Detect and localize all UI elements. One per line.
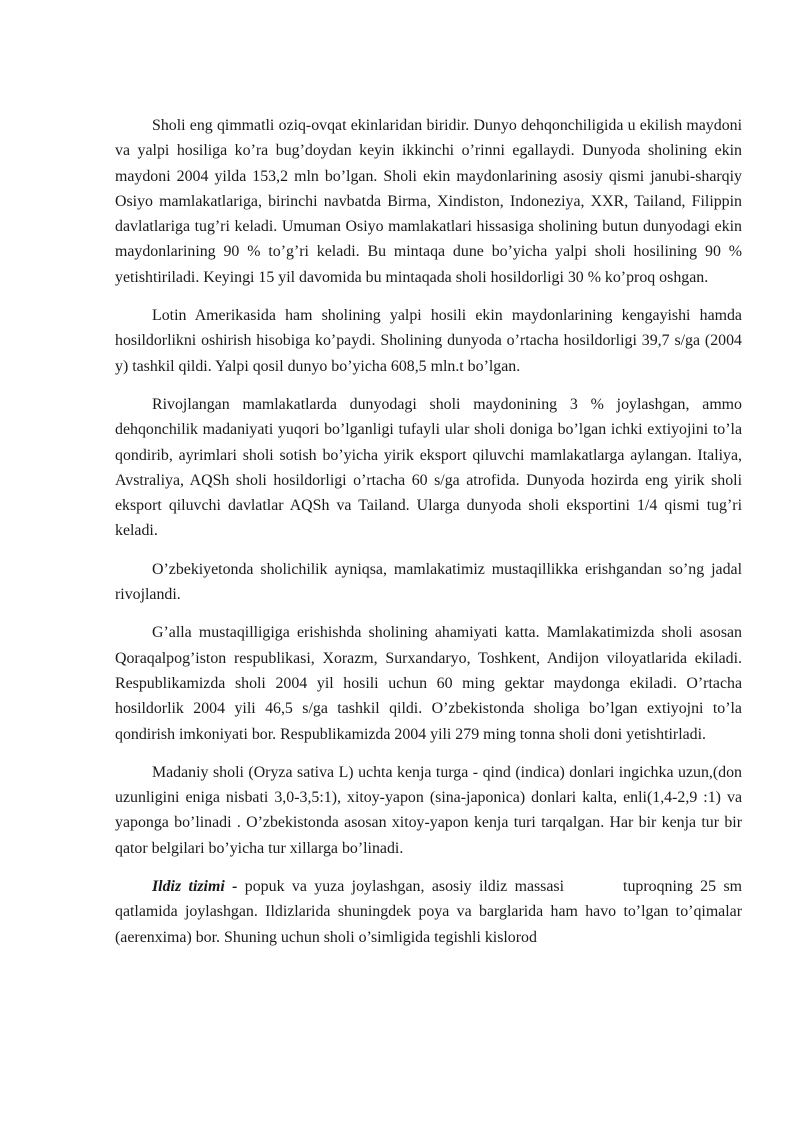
paragraph-rice-subspecies: Madaniy sholi (Oryza sativa L) uchta kenja turga - qind (indica) donlari ingichka uzun,(don uzunligini eniga nisbati 3,0-3,5:1), xitoy-yapon (sina-japonica) donlari kalta, enli(1,4-2,9 :1) va yaponga bo’linadi . O’zbekistonda asosan xitoy-yapon kenja turi tarqalgan. Har bir kenja tur bir qator belgilari bo’yicha tur xillarga bo’linadi. xyxy=(115,763,742,857)
paragraph-grain-independence: G’alla mustaqilligiga erishishda sholining ahamiyati katta. Mamlakatimizda sholi asosan Qoraqalpog’iston respublikasi, Xorazm, Surxandaryo, Toshkent, Andijon viloyatlarida ekiladi. Respublikamizda sholi 2004 yil hosili uchun 60 ming gektar maydonga ekiladi. O’rtacha hosildorlik 2004 yili 46,5 s/ga tashkil qildi. O’zbekistonda sholiga bo’lgan extiyojni to’la qondirish imkoniyati bor. Respublikamizda 2004 yili 279 ming tonna sholi doni yetishtirladi. xyxy=(115,624,742,743)
paragraph-root-system xyxy=(115,874,746,950)
root-system-text: popuk va yuza joylashgan, asosiy ildiz massasi tuproqning 25 sm qatlamida joylashgan. Ildizlarida shuningdek poya va barglarida ham havo to’lgan to’qimalar (aerenxima) bor. Shuning uchun sholi o’simligida tegishli kislorod xyxy=(115,878,746,946)
paragraph-uzbekistan-development: O’zbekiyetonda sholichilik ayniqsa, mamlakatimiz mustaqillikka erishgandan so’ng jadal rivojlandi. xyxy=(115,560,742,604)
root-system-term: Ildiz tizimi - xyxy=(152,878,238,896)
paragraph-rice-world-overview: Sholi eng qimmatli oziq-ovqat ekinlaridan biridir. Dunyo dehqonchiligida u ekilish maydoni va yalpi hosiliga ko’ra bug’doydan keyin ikkinchi o’rinni egallaydi. Dunyoda sholining ekin maydoni 2004 yilda 153,2 mln bo’lgan. Sholi ekin maydonlarining asosiy qismi janubi-sharqiy Osiyo mamlakatlariga, birinchi navbatda Birma, Xindiston, Indoneziya, XXR, Tailand, Filippin davlatlariga tug’ri keladi. Umuman Osiyo mamlakatlari hissasiga sholining butun dunyodagi ekin maydonlarining 90 % to’g’ri keladi. Bu mintaqa dune bo’yicha yalpi sholi hosilining 90 % yetishtiriladi. Keyingi 15 yil davomida bu mintaqada sholi hosildorligi 30 % ko’proq oshgan. xyxy=(115,117,742,286)
document-page xyxy=(115,113,746,963)
paragraph-developed-countries: Rivojlangan mamlakatlarda dunyodagi sholi maydonining 3 % joylashgan, ammo dehqonchilik madaniyati yuqori bo’lganligi tufayli ular sholi doniga bo’lgan ichki extiyojini to’la qondirib, ayrimlari sholi sotish bo’yicha yirik eksport qiluvchi mamlakatlarga aylangan. Italiya, Avstraliya, AQSh sholi hosildorligi o’rtacha 60 s/ga atrofida. Dunyoda hozirda eng yirik sholi eksport qiluvchi davlatlar AQSh va Tailand. Ularga dunyoda sholi eksportini 1/4 qismi tug’ri keladi. xyxy=(115,395,742,540)
paragraph-latin-america: Lotin Amerikasida ham sholining yalpi hosili ekin maydonlarining kengayishi hamda hosildorlikni oshirish hisobiga ko’paydi. Sholining dunyoda o’rtacha hosildorligi 39,7 s/ga (2004 y) tashkil qildi. Yalpi qosil dunyo bo’yicha 608,5 mln.t bo’lgan. xyxy=(115,307,742,375)
